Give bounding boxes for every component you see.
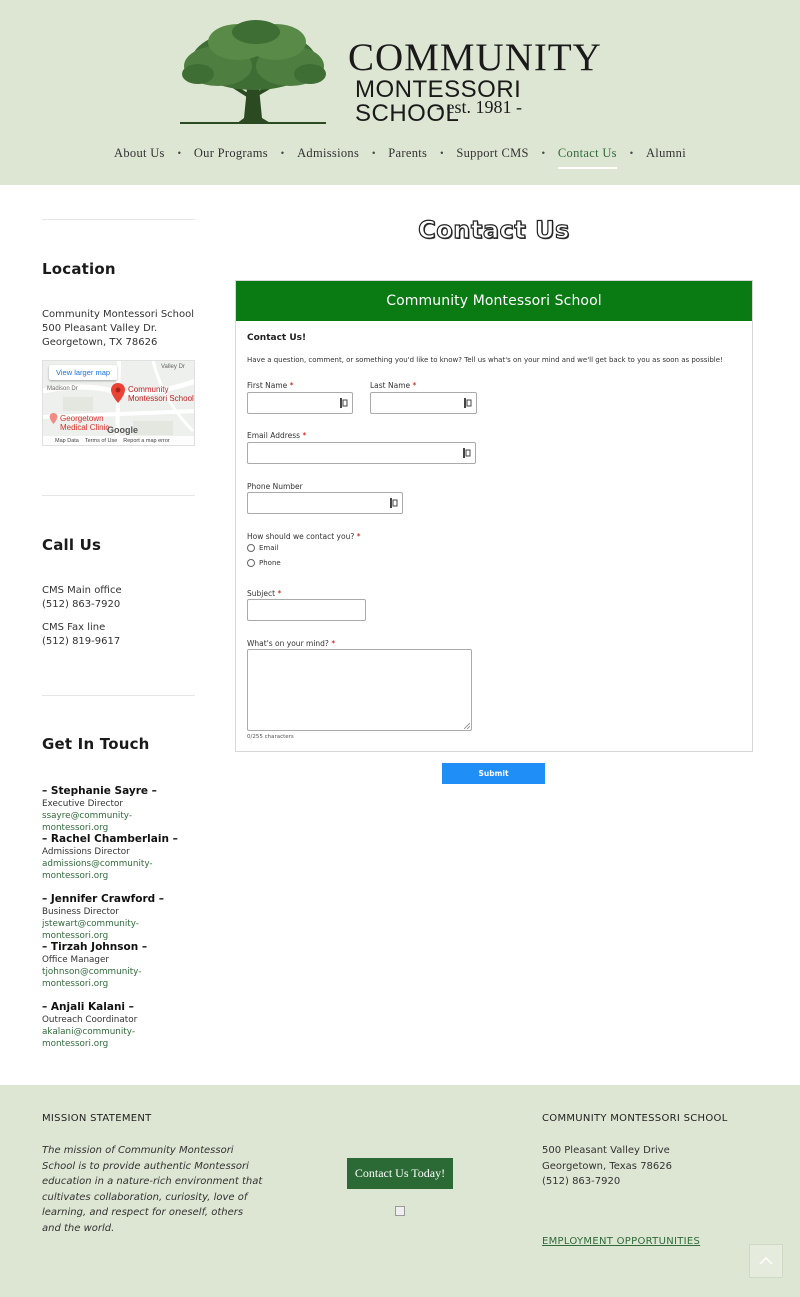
autofill-icon[interactable]	[463, 448, 471, 458]
contact-role: Business Director	[42, 907, 119, 917]
required-mark: *	[331, 639, 336, 648]
logo-subtitle: MONTESSORI SCHOOL	[355, 76, 522, 127]
map-pin-label	[128, 385, 194, 403]
sidebar-divider	[42, 695, 195, 696]
address-line: Georgetown, TX 78626	[42, 337, 158, 348]
contact-method-label	[247, 532, 360, 541]
radio-email[interactable]	[247, 544, 255, 552]
nav-separator: •	[372, 148, 376, 158]
sidebar-divider	[42, 495, 195, 496]
contact-name: – Tirzah Johnson –	[42, 941, 148, 953]
form-banner: Community Montessori School	[236, 281, 752, 321]
site-footer	[0, 1085, 800, 1297]
address-line: 500 Pleasant Valley Dr.	[42, 323, 158, 334]
map-pin-label-line: Community	[128, 385, 169, 394]
view-larger-map-link[interactable]: View larger map	[49, 365, 117, 380]
nav-separator: •	[440, 148, 444, 158]
contact-name: – Anjali Kalani –	[42, 1001, 134, 1013]
first-name-label	[247, 381, 293, 390]
submit-button[interactable]: Submit	[442, 763, 545, 784]
message-label	[247, 639, 335, 648]
location-map[interactable]	[42, 360, 195, 446]
nav-contact-us[interactable]: Contact Us	[554, 145, 621, 161]
contact-name: – Jennifer Crawford –	[42, 893, 165, 905]
contact-role: Admissions Director	[42, 847, 130, 857]
required-mark: *	[289, 381, 294, 390]
nav-about-us[interactable]: About Us	[114, 146, 165, 160]
contact-entry	[42, 784, 195, 834]
subject-input[interactable]	[247, 599, 366, 621]
radio-email-label: Email	[259, 544, 279, 552]
google-logo: Google	[107, 425, 138, 435]
site-logo[interactable]	[178, 18, 618, 126]
nav-separator: •	[280, 148, 285, 158]
map-pin-icon	[111, 383, 125, 403]
first-name-label-text: First Name	[247, 381, 288, 390]
footer-address	[542, 1143, 672, 1190]
contact-role: Outreach Coordinator	[42, 1015, 138, 1025]
nav-separator: •	[541, 148, 545, 158]
map-poi-label	[60, 414, 109, 432]
location-heading: Location	[42, 260, 116, 278]
contact-entry	[42, 892, 195, 942]
required-mark: *	[356, 532, 361, 541]
contact-email-link[interactable]	[42, 858, 178, 882]
chevron-up-icon	[759, 1257, 773, 1265]
map-data-label: Map Data	[55, 437, 79, 444]
contact-email-link[interactable]	[42, 966, 147, 990]
contact-option-email[interactable]	[247, 544, 278, 552]
map-poi-icon	[49, 413, 58, 424]
mission-text: The mission of Community Montessori School is to provide authentic Montessori education in a nature-rich environment that cultivates collaboration, curiosity, love of learning, and respect for oneself, others and the world.	[42, 1145, 263, 1234]
mission-heading: MISSION STATEMENT	[42, 1113, 152, 1124]
call-us-heading: Call Us	[42, 536, 102, 554]
form-description: Have a question, comment, or something you'd like to know? Tell us what's on your mind and we'll get back to you as soon as possible!	[247, 356, 723, 364]
contact-email-link[interactable]: jstewart@community-montessori.org	[42, 919, 139, 941]
page-title: Contact Us	[418, 216, 570, 244]
get-in-touch-heading: Get In Touch	[42, 735, 150, 753]
contact-role: Executive Director	[42, 799, 123, 809]
nav-support-cms[interactable]: Support CMS	[456, 146, 529, 160]
last-name-input[interactable]	[370, 392, 477, 414]
nav-separator: •	[629, 148, 633, 158]
back-to-top-button[interactable]	[749, 1244, 783, 1278]
map-pin-label-line: Montessori School	[128, 394, 194, 403]
site-header	[0, 0, 800, 185]
broken-image-icon	[395, 1206, 405, 1216]
map-report-link[interactable]: Report a map error	[123, 437, 170, 444]
phone-input[interactable]	[247, 492, 403, 514]
logo-title: COMMUNITY	[348, 36, 602, 79]
map-poi-label-line: Medical Clinic	[60, 423, 110, 432]
contact-role: Office Manager	[42, 955, 110, 965]
contact-email-line: tjohnson@community-	[42, 967, 142, 977]
contact-entry	[42, 832, 178, 882]
map-road-label: Valley Dr	[161, 364, 185, 370]
nav-alumni[interactable]: Alumni	[645, 146, 686, 160]
contact-email-line: montessori.org	[42, 979, 109, 989]
call-entry	[42, 584, 122, 612]
email-input[interactable]	[247, 442, 476, 464]
phone-label: Phone Number	[247, 482, 303, 491]
contact-email-line: montessori.org	[42, 871, 109, 881]
logo-est: - est. 1981 -	[436, 97, 522, 117]
call-label: CMS Fax line	[42, 622, 106, 633]
subject-label	[247, 589, 281, 598]
contact-form	[235, 280, 753, 752]
call-phone[interactable]: (512) 819-9617	[42, 636, 121, 647]
contact-us-today-button[interactable]: Contact Us Today!	[347, 1158, 453, 1189]
autofill-icon[interactable]	[390, 498, 398, 508]
footer-address-line: Georgetown, Texas 78626	[542, 1160, 672, 1172]
footer-address-line: 500 Pleasant Valley Drive	[542, 1145, 670, 1156]
subject-label-text: Subject	[247, 589, 276, 598]
employment-link[interactable]: EMPLOYMENT OPPORTUNITIES	[542, 1236, 701, 1247]
main-nav	[0, 145, 800, 161]
contact-name: – Stephanie Sayre –	[42, 785, 157, 797]
form-title: Contact Us!	[247, 333, 307, 343]
map-terms-link[interactable]: Terms of Use	[84, 437, 118, 444]
address-line: Community Montessori School	[42, 309, 195, 320]
nav-separator: •	[177, 148, 181, 158]
radio-phone-label: Phone	[259, 559, 281, 567]
resize-handle-icon[interactable]	[464, 723, 470, 729]
contact-entry	[42, 940, 147, 990]
last-name-label-text: Last Name	[370, 381, 411, 390]
call-label: CMS Main office	[42, 585, 122, 596]
school-heading: COMMUNITY MONTESSORI SCHOOL	[542, 1113, 728, 1124]
contact-email-link[interactable]: ssayre@community-montessori.org	[42, 811, 133, 833]
contact-option-phone[interactable]	[247, 559, 281, 567]
sidebar-divider	[42, 219, 195, 220]
oak-tree-icon	[178, 18, 328, 126]
contact-entry	[42, 1000, 195, 1050]
map-footer	[43, 436, 195, 445]
message-textarea[interactable]	[247, 649, 472, 731]
map-road-label: Madison Dr	[47, 386, 78, 392]
autofill-icon[interactable]	[340, 398, 348, 408]
call-phone[interactable]: (512) 863-7920	[42, 599, 121, 610]
footer-phone[interactable]: (512) 863-7920	[542, 1176, 621, 1187]
nav-our-programs[interactable]: Our Programs	[193, 146, 268, 160]
email-label	[247, 431, 306, 440]
nav-admissions[interactable]: Admissions	[297, 146, 360, 160]
contact-email-link[interactable]: akalani@community-montessori.org	[42, 1027, 135, 1049]
char-count: 0/255 characters	[247, 734, 294, 740]
first-name-input[interactable]	[247, 392, 353, 414]
contact-email-line: admissions@community-	[42, 859, 153, 869]
required-mark: *	[277, 589, 282, 598]
autofill-icon[interactable]	[464, 398, 472, 408]
location-address	[42, 308, 194, 350]
radio-phone[interactable]	[247, 559, 255, 567]
map-poi-label-line: Georgetown	[60, 414, 104, 423]
contact-name: – Rachel Chamberlain –	[42, 833, 178, 845]
message-label-text: What's on your mind?	[247, 639, 329, 648]
call-entry	[42, 621, 120, 649]
contact-method-label-text: How should we contact you?	[247, 532, 355, 541]
last-name-label	[370, 381, 416, 390]
required-mark: *	[302, 431, 307, 440]
email-label-text: Email Address	[247, 431, 301, 440]
nav-parents[interactable]: Parents	[388, 146, 428, 160]
required-mark: *	[412, 381, 417, 390]
